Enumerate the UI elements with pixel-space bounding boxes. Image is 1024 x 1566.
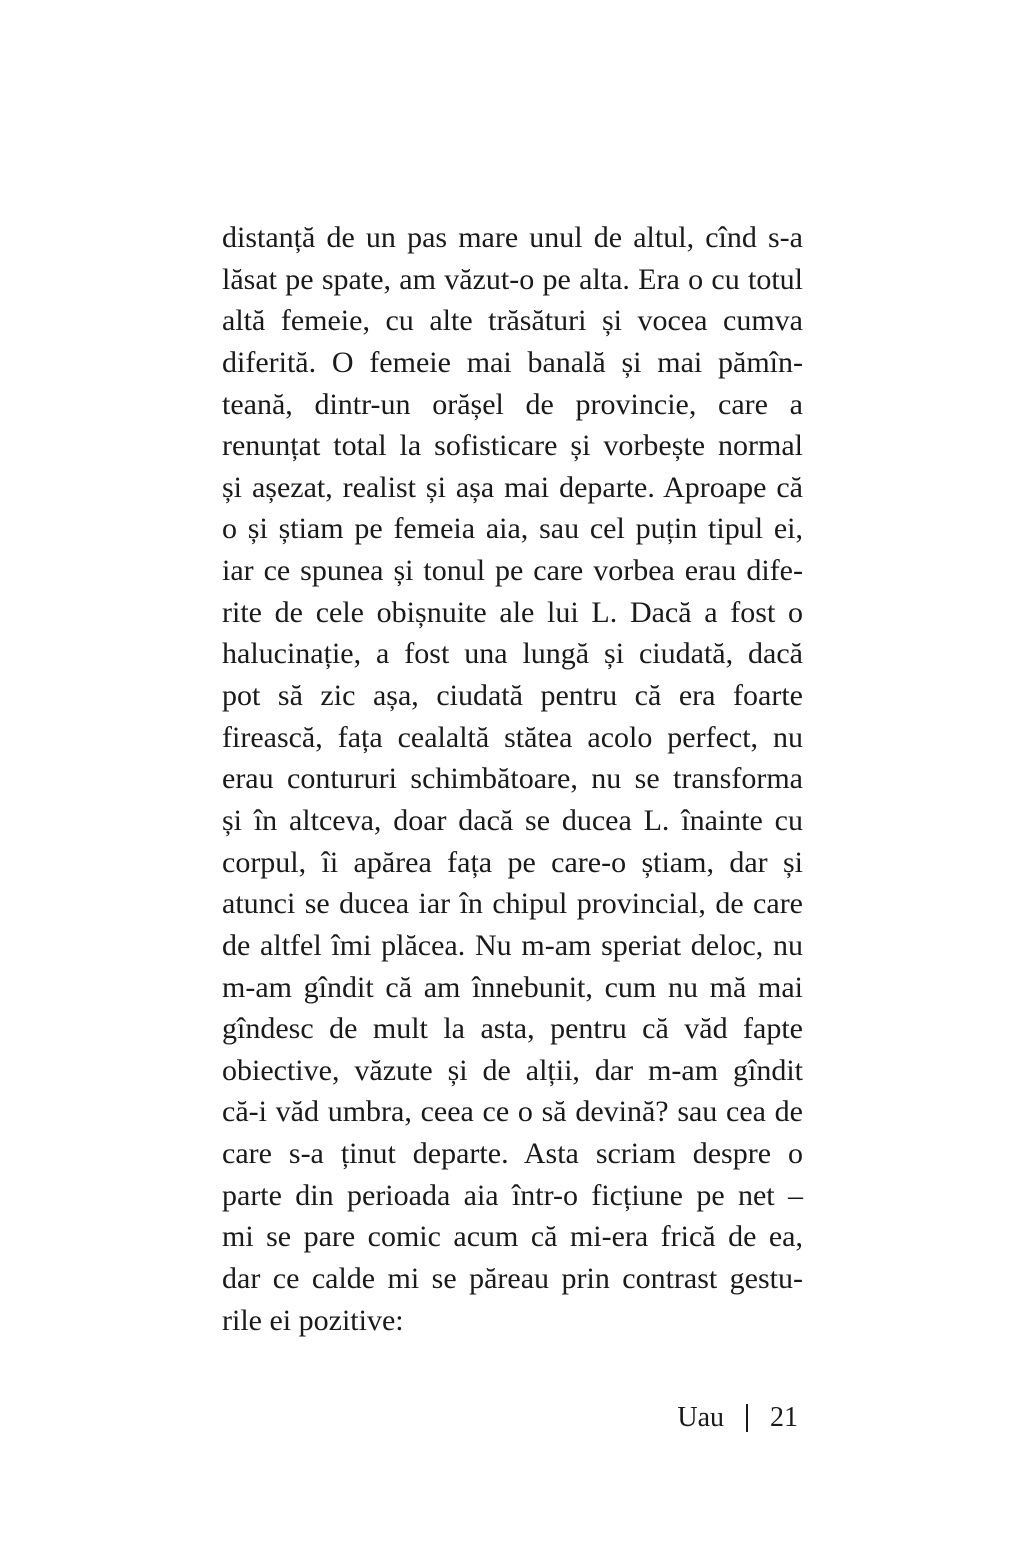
text-line: dar ce calde mi se păreau prin contrast gestu- [222, 1262, 803, 1296]
text-line: diferită. O femeie mai banală și mai pămîn- [222, 345, 803, 379]
text-line: obiective, văzute și de alții, dar m-am gîndit [222, 1053, 803, 1087]
body-text [222, 217, 803, 1341]
text-line: distanță de un pas mare unul de altul, cînd s-a [222, 221, 803, 254]
text-line: care s-a ținut departe. Asta scriam despre o [222, 1137, 803, 1171]
text-line: gîndesc de mult la asta, pentru că văd fapte [222, 1012, 803, 1046]
text-line: mi se pare comic acum că mi-era frică de ea, [222, 1220, 803, 1254]
text-line: m-am gîndit că am înnebunit, cum nu mă mai [222, 970, 803, 1004]
text-line: lăsat pe spate, am văzut-o pe alta. Era o cu totul [222, 262, 803, 296]
text-line: halucinație, a fost una lungă și ciudată, dacă [222, 637, 803, 671]
text-line: de altfel îmi plăcea. Nu m-am speriat deloc, nu [222, 928, 803, 962]
text-line: și așezat, realist și așa mai departe. Aproape că [222, 470, 803, 504]
book-title: Uau [677, 1402, 724, 1433]
text-line: atunci se ducea iar în chipul provincial, de care [222, 887, 803, 921]
text-line: pot să zic așa, ciudată pentru că era foarte [222, 679, 803, 713]
page-number: 21 [770, 1402, 798, 1433]
text-line: parte din perioada aia într-o ficțiune pe net – [222, 1178, 803, 1212]
footer-separator [746, 1404, 748, 1432]
text-line: corpul, îi apărea fața pe care-o știam, dar și [222, 845, 803, 879]
text-line: rite de cele obișnuite ale lui L. Dacă a fost o [222, 595, 803, 629]
text-line: erau contururi schimbătoare, nu se transforma [222, 762, 803, 796]
text-line: rile ei pozitive: [222, 1303, 404, 1337]
text-line: teană, dintr-un orășel de provincie, care a [222, 387, 803, 421]
text-line: și în altceva, doar dacă se ducea L. înainte cu [222, 803, 803, 837]
text-line: renunțat total la sofisticare și vorbește normal [222, 429, 803, 463]
running-footer [677, 1398, 798, 1438]
text-line: altă femeie, cu alte trăsături și vocea cumva [222, 304, 803, 338]
text-line: firească, fața cealaltă stătea acolo perfect, nu [222, 720, 803, 754]
text-line: că-i văd umbra, ceea ce o să devină? sau cea de [222, 1095, 803, 1129]
text-line: o și știam pe femeia aia, sau cel puțin tipul ei, [222, 512, 803, 546]
text-line: iar ce spunea și tonul pe care vorbea erau dife- [222, 554, 803, 588]
